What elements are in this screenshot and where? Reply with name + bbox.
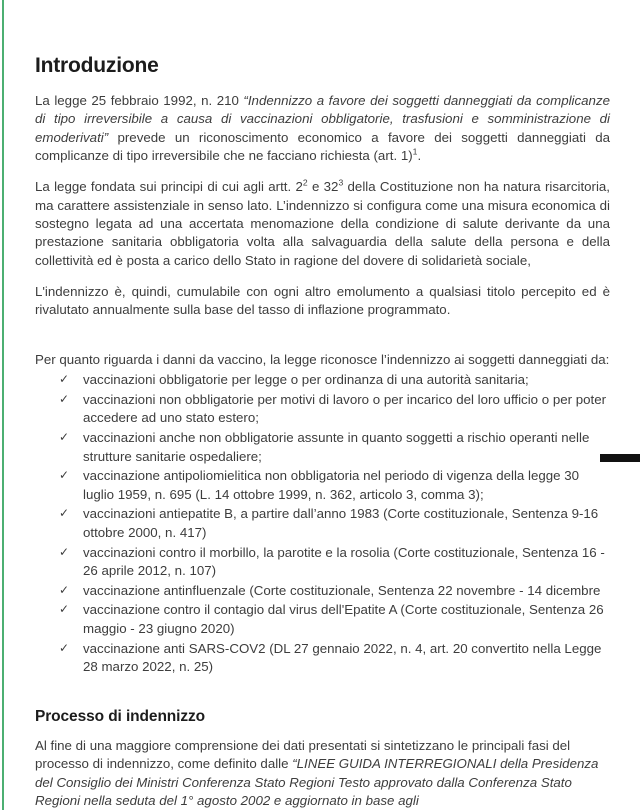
paragraph-cumulabilita: L'indennizzo è, quindi, cumulabile con ogni altro emolumento a qualsiasi titolo percepito ed è rivalutato annualmente sulla base del tasso di inflazione programmato. — [35, 284, 610, 318]
list-item — [57, 371, 610, 390]
paragraph-legge-210 — [35, 92, 610, 165]
list-item-label: vaccinazioni antiepatite B, a partire dall’anno 1983 (Corte costituzionale, Sentenza 9-16 ottobre 2000, n. 417) — [83, 506, 599, 540]
check-icon: ✓ — [59, 640, 70, 655]
list-item-label: vaccinazioni contro il morbillo, la parotite e la rosolia (Corte costituzionale, Sentenza 16 - 26 aprile 2012, n. 107) — [83, 544, 605, 579]
list-item — [57, 601, 610, 638]
paragraph-list-intro: Per quanto riguarda i danni da vaccino, la legge riconosce l’indennizzo ai soggetti danneggiati da: — [35, 351, 610, 367]
list-item — [57, 544, 610, 581]
list-item-label: vaccinazioni anche non obbligatorie assunte in quanto soggetti a rischio operanti nelle strutture sanitarie ospedaliere; — [83, 429, 590, 464]
footnote-ref-1: 1 — [412, 146, 418, 157]
check-icon: ✓ — [59, 391, 70, 406]
processo-par-quoted-guidelines: “LINEE GUIDA INTERREGIONALI della Presidenza del Consiglio dei Ministri Conferenza Stato Regioni Testo approvato dalla Conferenza Stato Regioni nella seduta del 1° agosto 2002 e aggiornato in base agli — [35, 756, 599, 808]
list-item — [57, 429, 610, 466]
list-item — [57, 582, 610, 601]
check-icon: ✓ — [59, 506, 70, 521]
list-item-label: vaccinazione anti SARS-COV2 (DL 27 gennaio 2022, n. 4, art. 20 convertito nella Legge 28 marzo 2022, n. 25) — [83, 640, 602, 675]
par1-lead-text: La legge 25 febbraio 1992, n. 210 — [35, 93, 244, 108]
list-item — [57, 391, 610, 428]
par1-quoted-title: “Indennizzo a favore dei soggetti danneggiati da complicanze di tipo irreversibile a causa di vaccinazioni obbligatorie, trasfusioni e somministrazione di emoderivati” — [35, 93, 610, 145]
paragraph-principi-costituzione — [35, 178, 610, 270]
par1-end-period: . — [417, 148, 422, 164]
page-title-introduzione: Introduzione — [35, 54, 159, 77]
par1-tail-text: prevede un riconoscimento economico a favore dei soggetti danneggiati da complicanze di tipo irreversibile che ne facciano richiesta (art. 1) — [35, 129, 610, 164]
check-icon: ✓ — [59, 429, 70, 444]
par2-segment-b: e 32 — [307, 179, 339, 195]
check-icon: ✓ — [59, 582, 70, 597]
list-item-label: vaccinazione antinfluenzale (Corte costituzionale, Sentenza 22 novembre - 14 dicembre — [83, 582, 601, 598]
par2-segment-c: della Costituzione non ha natura risarcitoria, ma carattere assistenziale in senso lato. L’indennizzo si configura come una misura economica di sostegno legata ad una accertata menomazione della condizione di salute derivante da una prestazione sanitaria obbligatoria volta alla salvaguardia della salute della persona e della collettività ed è posta a carico dello Stato in ragione del dovere di solidarietà sociale, — [35, 179, 611, 268]
check-icon: ✓ — [59, 602, 70, 617]
footnote-ref-2: 2 — [302, 177, 308, 188]
list-item — [57, 640, 610, 677]
processo-par-lead: Al fine di una maggiore comprensione dei dati presentati si sintetizzano le principali fasi del processo di indennizzo, come definito dalle — [35, 737, 571, 772]
check-icon: ✓ — [59, 372, 70, 387]
check-icon: ✓ — [59, 544, 70, 559]
spacer-before-list-intro — [35, 333, 610, 351]
paragraph-processo-intro — [35, 737, 610, 810]
list-item-label: vaccinazione antipoliomielitica non obbligatoria nel periodo di vigenza della legge 30 luglio 1959, n. 695 (L. 14 ottobre 1999, n. 362, articolo 3, comma 3); — [83, 468, 580, 502]
footnote-ref-3: 3 — [338, 177, 344, 188]
list-item — [57, 467, 610, 504]
list-item-label: vaccinazioni non obbligatorie per motivi di lavoro o per incarico del loro ufficio o per poter accedere ad uno stato estero; — [83, 391, 607, 426]
list-item-label: vaccinazioni obbligatorie per legge o per ordinanza di una autorità sanitaria; — [83, 372, 529, 388]
spacer-before-processo-heading — [35, 678, 610, 708]
list-item — [57, 505, 610, 542]
vaccination-categories-list — [35, 371, 610, 677]
list-item-label: vaccinazione contro il contagio dal virus dell'Epatite A (Corte costituzionale, Sentenza 26 maggio - 23 giugno 2020) — [83, 602, 604, 637]
check-icon: ✓ — [59, 468, 70, 483]
par2-segment-a: La legge fondata sui principi di cui agli artt. 2 — [35, 179, 303, 195]
section-title-processo-di-indennizzo: Processo di indennizzo — [35, 707, 206, 725]
